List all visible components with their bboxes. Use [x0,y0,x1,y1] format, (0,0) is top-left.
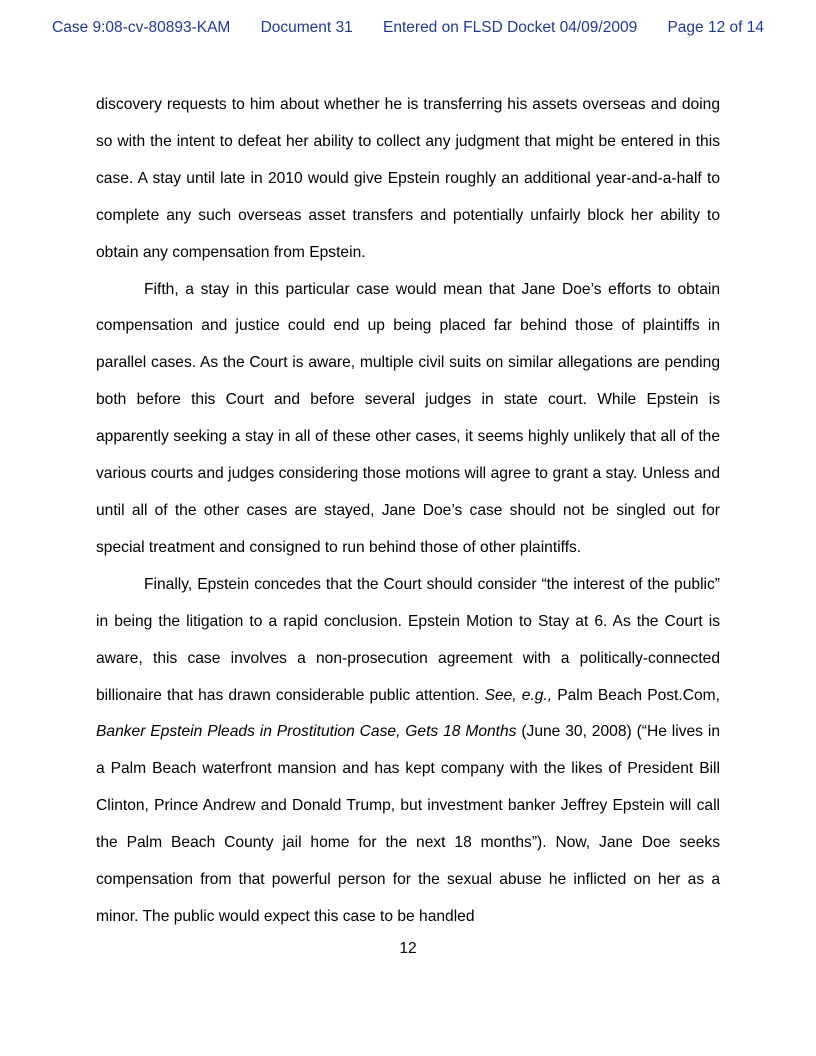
paragraph-finally-text-2: Palm Beach Post.Com, [552,686,720,704]
paragraph-continuation: discovery requests to him about whether he is transferring his assets overseas and doing so with the intent to defeat her ability to collect any judgment that might be entered in this case. A stay until late in 2010 would give Epstein roughly an additional year-and-a-half to complete any such overseas asset transfers and potentially unfairly block her ability to obtain any compensation from Epstein. [96,96,720,261]
docket-header [52,17,764,39]
document-body [96,87,720,936]
paragraph-fifth: Fifth, a stay in this particular case would mean that Jane Doe’s efforts to obtain compensation and justice could end up being placed far behind those of plaintiffs in parallel cases. As the Court is aware, multiple civil suits on similar allegations are pending both before this Court and before several judges in state court. While Epstein is apparently seeking a stay in all of these other cases, it seems highly unlikely that all of the various courts and judges considering those motions will agree to grant a stay. Unless and until all of the other cases are stayed, Jane Doe’s case should not be singled out for special treatment and consigned to run behind those of other plaintiffs. [96,280,720,556]
citation-signal: See, e.g., [484,686,553,704]
document-number: Document 31 [260,19,353,36]
article-title: Banker Epstein Pleads in Prostitution Case, Gets 18 Months [96,723,517,741]
paragraph-finally [96,567,720,936]
page-indicator: Page 12 of 14 [667,19,764,36]
docket-entry-date: Entered on FLSD Docket 04/09/2009 [383,19,638,36]
page-number: 12 [399,940,417,957]
case-number: Case 9:08-cv-80893-KAM [52,19,231,36]
paragraph-finally-text-3: (June 30, 2008) (“He lives in a Palm Beach waterfront mansion and has kept company with the likes of President Bill Clinton, Prince Andrew and Donald Trump, but investment banker Jeffrey Epstein will call the Palm Beach County jail home for the next 18 months”). Now, Jane Doe seeks compensation from that powerful person for the sexual abuse he inflicted on her as a minor. The public would expect this case to be handled [96,723,720,925]
paragraph-finally-text-1: Finally, Epstein concedes that the Court should consider “the interest of the public” in being the litigation to a rapid conclusion. Epstein Motion to Stay at 6. As the Court is aware, this case involves a non-prosecution agreement with a politically-connected billionaire that has drawn considerable public attention. [96,575,720,704]
